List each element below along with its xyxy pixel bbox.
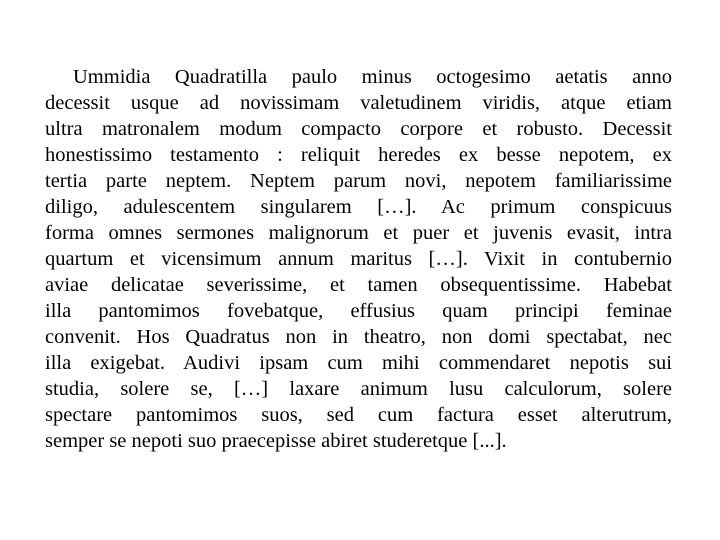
latin-text-paragraph bbox=[45, 64, 672, 454]
text-line: studia, solere se, […] laxare animum lusu calculorum, solere bbox=[45, 378, 672, 400]
text-line: aviae delicatae severissime, et tamen obsequentissime. Habebat bbox=[45, 274, 672, 296]
text-line: Ummidia Quadratilla paulo minus octogesimo aetatis anno bbox=[73, 66, 672, 88]
text-line: illa exigebat. Audivi ipsam cum mihi commendaret nepotis sui bbox=[45, 352, 672, 374]
text-line: quartum et vicensimum annum maritus […]. Vixit in contubernio bbox=[45, 248, 672, 270]
text-line: semper se nepoti suo praecepisse abiret studeretque [...]. bbox=[45, 430, 507, 452]
text-line: diligo, adulescentem singularem […]. Ac primum conspicuus bbox=[45, 196, 672, 218]
text-line: decessit usque ad novissimam valetudinem viridis, atque etiam bbox=[45, 92, 672, 114]
text-line: honestissimo testamento : reliquit heredes ex besse nepotem, ex bbox=[45, 144, 672, 166]
text-line: forma omnes sermones malignorum et puer et juvenis evasit, intra bbox=[45, 222, 672, 244]
text-line: tertia parte neptem. Neptem parum novi, nepotem familiarissime bbox=[45, 170, 672, 192]
text-line: illa pantomimos fovebatque, effusius quam principi feminae bbox=[45, 300, 672, 322]
text-line: ultra matronalem modum compacto corpore et robusto. Decessit bbox=[45, 118, 672, 140]
text-line: spectare pantomimos suos, sed cum factura esset alterutrum, bbox=[45, 404, 672, 426]
text-line: convenit. Hos Quadratus non in theatro, non domi spectabat, nec bbox=[45, 326, 672, 348]
